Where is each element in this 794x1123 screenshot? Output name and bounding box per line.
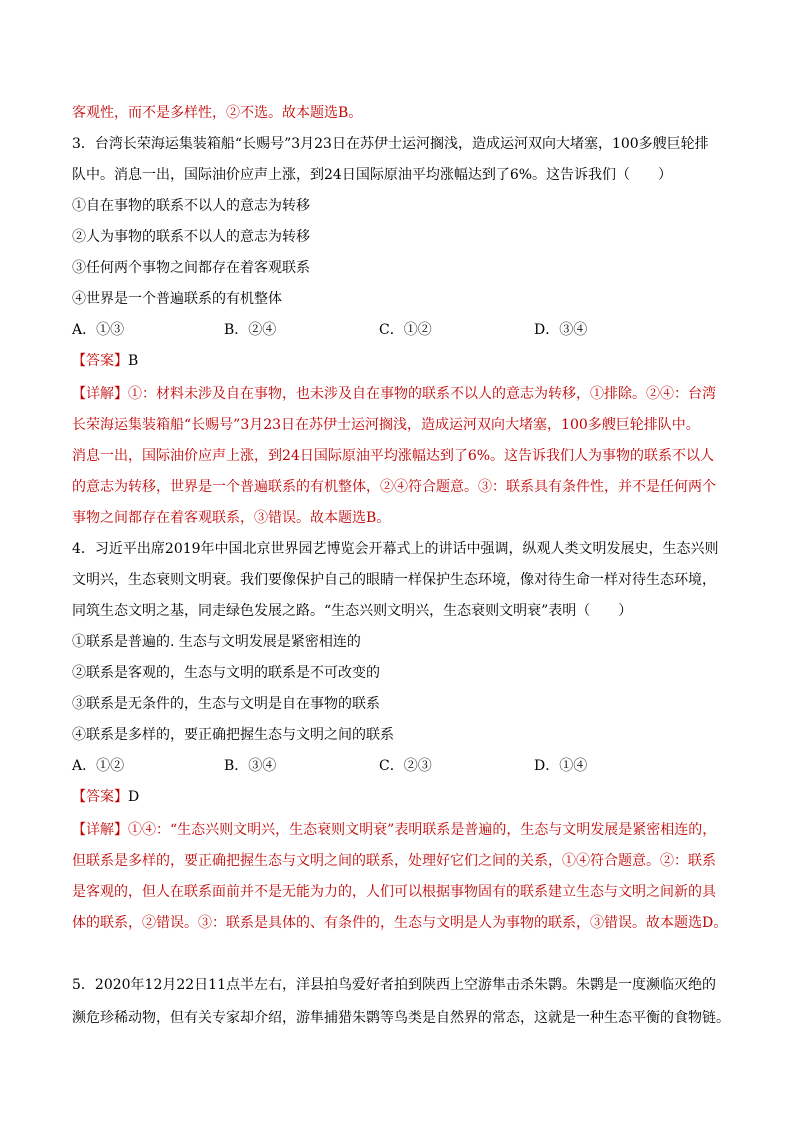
q3-choice-b: B．②④ [224, 322, 277, 338]
q4-answer-value: D [128, 789, 140, 805]
q4-stem-line-1: 4．习近平出席2019年中国北京世界园艺博览会开幕式上的讲话中强调，纵观人类文明发展史，生态兴则 [72, 541, 719, 557]
q4-stem-line-2: 文明兴，生态衰则文明衰。我们要像保护自己的眼睛一样保护生态环境，像对待生命一样对待生态环境， [72, 572, 716, 588]
q4-option-4: ④联系是多样的，要正确把握生态与文明之间的联系 [72, 727, 394, 743]
q3-option-4: ④世界是一个普遍联系的有机整体 [72, 291, 282, 307]
q4-choice-d: D．①④ [534, 758, 588, 774]
q4-detail-line-4: 体的联系，②错误。③：联系是具体的、有条件的，生态与文明是人为事物的联系，③错误。故本题选D。 [72, 915, 728, 931]
q5-stem-line-2: 濒危珍稀动物，但有关专家却介绍，游隼捕猎朱鹮等鸟类是自然界的常态，这就是一种生态平衡的食物链。 [72, 1010, 730, 1026]
q4-option-2: ②联系是客观的，生态与文明的联系是不可改变的 [72, 665, 380, 681]
q3-option-2: ②人为事物的联系不以人的意志为转移 [72, 229, 310, 245]
q3-answer [72, 351, 138, 371]
q4-answer-label: 【答案】 [72, 789, 128, 805]
q3-detail-line-4: 的意志为转移，世界是一个普遍联系的有机整体，②④符合题意。③：联系具有条件性，并不是任何两个 [72, 479, 716, 495]
q3-answer-label: 【答案】 [72, 353, 128, 369]
q4-answer [72, 787, 139, 807]
q4-detail-line-3: 是客观的，但人在联系面前并不是无能为力的，人们可以根据事物固有的联系建立生态与文明之间新的具 [72, 884, 716, 900]
q3-detail-line-2: 长荣海运集装箱船“长赐号”3月23日在苏伊士运河搁浅，造成运河双向大堵塞，100多艘巨轮排队中。 [72, 417, 700, 433]
q3-detail-line-3: 消息一出，国际油价应声上涨，到24日国际原油平均涨幅达到了6%。这告诉我们人为事物的联系不以人 [72, 448, 715, 464]
q3-stem-line-2: 队中。消息一出，国际油价应声上涨，到24日国际原油平均涨幅达到了6%。这告诉我们（ ） [72, 167, 673, 183]
q4-choice-a: A．①② [72, 758, 125, 774]
q4-detail-line-1: 【详解】①④：“生态兴则文明兴，生态衰则文明衰”表明联系是普遍的，生态与文明发展是紧密相连的， [72, 822, 717, 838]
q4-choice-b: B．③④ [224, 758, 277, 774]
q5-stem-line-1: 5．2020年12月22日11点半左右，洋县拍鸟爱好者拍到陕西上空游隼击杀朱鹮。朱鹮是一度濒临灭绝的 [72, 977, 716, 993]
q3-detail-line-1: 【详解】①：材料未涉及自在事物，也未涉及自在事物的联系不以人的意志为转移，①排除。②④：台湾 [72, 386, 716, 402]
q4-option-3: ③联系是无条件的，生态与文明是自在事物的联系 [72, 696, 380, 712]
q3-choice-c: C．①② [379, 322, 432, 338]
q4-detail-line-2: 但联系是多样的，要正确把握生态与文明之间的联系，处理好它们之间的关系，①④符合题意。②：联系 [72, 853, 716, 869]
previous-detail-end: 客观性，而不是多样性，②不选。故本题选B。 [72, 105, 363, 121]
q4-choice-c: C．②③ [379, 758, 432, 774]
q3-choice-a: A．①③ [72, 322, 125, 338]
q3-option-1: ①自在事物的联系不以人的意志为转移 [72, 198, 310, 214]
q4-option-1: ①联系是普遍的. 生态与文明发展是紧密相连的 [72, 634, 361, 650]
q3-detail-line-5: 事物之间都存在着客观联系，③错误。故本题选B。 [72, 510, 391, 526]
q3-choice-d: D．③④ [534, 322, 588, 338]
q3-answer-value: B [128, 353, 139, 369]
q4-stem-line-3: 同筑生态文明之基，同走绿色发展之路。“生态兴则文明兴，生态衰则文明衰”表明（ ） [72, 603, 633, 619]
q3-option-3: ③任何两个事物之间都存在着客观联系 [72, 260, 310, 276]
q3-stem-line-1: 3．台湾长荣海运集装箱船“长赐号”3月23日在苏伊士运河搁浅，造成运河双向大堵塞，100多艘巨轮排 [72, 136, 709, 152]
